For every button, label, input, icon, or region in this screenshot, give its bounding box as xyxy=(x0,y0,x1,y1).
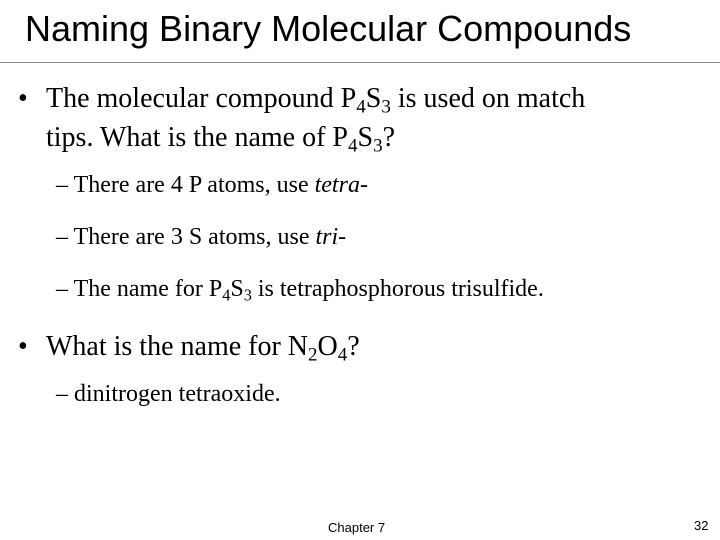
bullet-2-line-1: What is the name for $N_2O_4$? xyxy=(46,331,360,366)
slide-number: 32 xyxy=(694,518,709,533)
bullet-1-line-1: The molecular compound $P_4S_3$ is used on match xyxy=(46,83,586,118)
sub-bullet-1: – There are 4 P atoms, use tetra- xyxy=(56,172,368,198)
sub-bullet-3: – The name for $P_4S_3$ is tetraphosphorous trisulfide. xyxy=(56,276,544,305)
footer-chapter: Chapter 7 xyxy=(328,520,386,535)
bullet-1-line-2: tips. What is the name of $P_4S_3$? xyxy=(46,122,396,157)
title-bar xyxy=(0,0,720,63)
sub-bullet-4: – dinitrogen tetraoxide. xyxy=(56,381,281,407)
sub-bullet-2: – There are 3 S atoms, use tri- xyxy=(56,224,347,250)
slide-title: Naming Binary Molecular Compounds xyxy=(25,8,632,49)
bullet-marker: • xyxy=(18,331,28,362)
bullet-marker: • xyxy=(18,83,28,114)
